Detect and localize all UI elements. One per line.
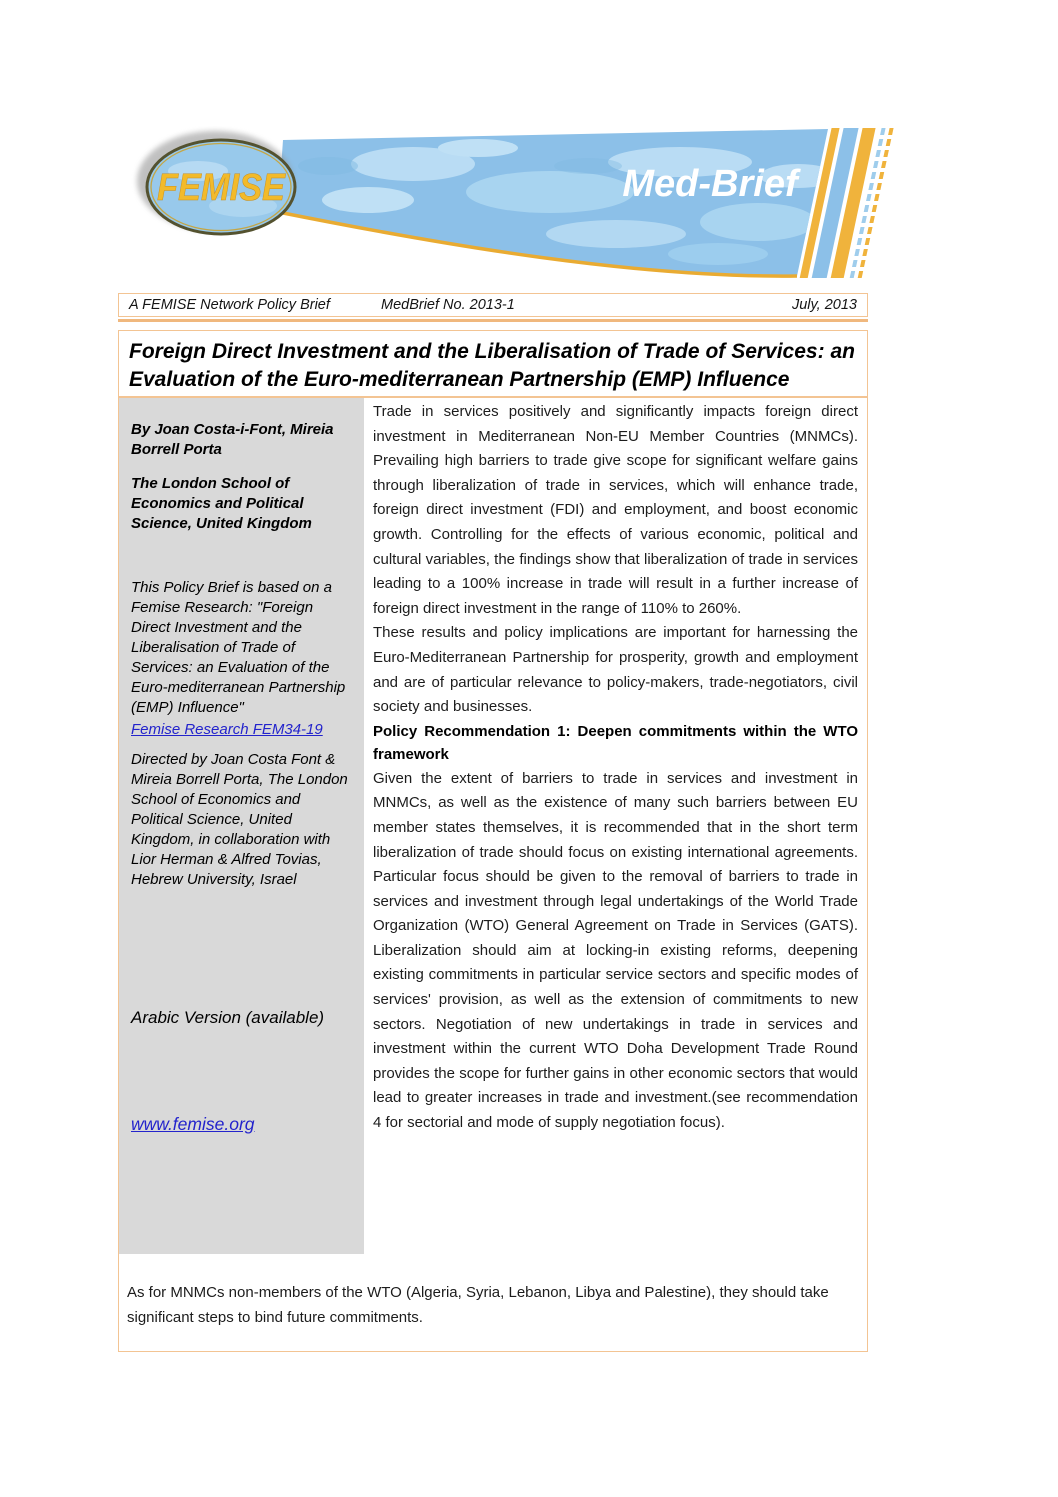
summary-paragraph: Trade in services positively and significantly impacts foreign direct investment in Mediterranean Non-EU Member Countries (MNMCs). Prevailing high barriers to trade give scope for significant welfare gains through liberalization of trade in services, which will enhance trade, foreign direct investment (FDI) and employment, and boost economic growth. Controlling for the effects of various economic, political and cultural variables, the findings show that liberalization of trade in services leading to a 100% increase in trade will result in a further increase of foreign direct investment in the range of 110% to 260%. [373,403,858,617]
sidebar [119,398,364,1254]
med-brief-wordmark: Med-Brief [622,163,798,205]
main-text-column [364,398,867,1254]
meta-date: July, 2013 [791,297,857,313]
recommendation-body: Given the extent of barriers to trade in services and investment in MNMCs, as well as the existence of many such barriers between EU member states themselves, it is recommended that in the short term liberalization of trade should focus on existing international agreements. Particular focus should be given to the removal of barriers to trade in services and investment through legal undertakings of the World Trade Organization (WTO) General Agreement on Trade in Services (GATS). Liberalization should aim at locking-in existing reforms, deepening existing commitments in particular service sectors and specific modes of services' provision, as well as the extension of commitments to new sectors. Negotiation of new undertakings in trade in services and investment within the current WTO Doha Development Trade Round provides the scope for further gains in other economic sectors that would lead to greater increases in trade and investment.(see recommendation 4 for sectorial and mode of supply negotiation focus). [373,769,858,1132]
footer-paragraph: As for MNMCs non-members of the WTO (Algeria, Syria, Lebanon, Libya and Palestine), they should take significant steps to bind future commitments. [127,1284,829,1326]
research-link[interactable]: Femise Research FEM34-19 [131,721,323,738]
meta-series-label: A FEMISE Network Policy Brief [129,297,330,313]
femise-logo [137,131,295,234]
femise-banner [118,126,898,284]
authors-line: By Joan Costa-i-Font, Mireia Borrell Porta [131,421,334,458]
meta-issue-number: MedBrief No. 2013-1 [381,297,515,313]
arabic-version-note: Arabic Version (available) [131,1008,325,1027]
page-title: Foreign Direct Investment and the Liberalisation of Trade of Services: an Evaluation of the Euro-mediterranean Partnership (EMP) Influence [118,330,868,397]
meta-bar [118,293,868,317]
website-link[interactable]: www.femise.org [131,1114,255,1134]
implications-paragraph: These results and policy implications are important for harnessing the Euro-Mediterranean Partnership for prosperity, growth and employment and are of particular relevance to policy-makers, trade-negotiators, civil society and businesses. [373,624,858,716]
based-on-note: This Policy Brief is based on a Femise Research: "Foreign Direct Investment and the Liberalisation of Trade of Services: an Evaluation of the Euro-mediterranean Partnership (EMP) Influence" [131,579,346,716]
content-frame [118,397,868,1352]
femise-logo-text: FEMISE [157,167,287,209]
recommendation-heading: Policy Recommendation 1: Deepen commitments within the WTO framework [373,722,858,764]
directed-by-note: Directed by Joan Costa Font & Mireia Borrell Porta, The London School of Economics and Political Science, United Kingdom, in collaboration with Lior Herman & Alfred Tovias, Hebrew University, Israel [131,751,348,888]
affiliation-line: The London School of Economics and Political Science, United Kingdom [131,475,312,532]
content-columns [119,398,867,1254]
orange-rule [118,319,868,322]
